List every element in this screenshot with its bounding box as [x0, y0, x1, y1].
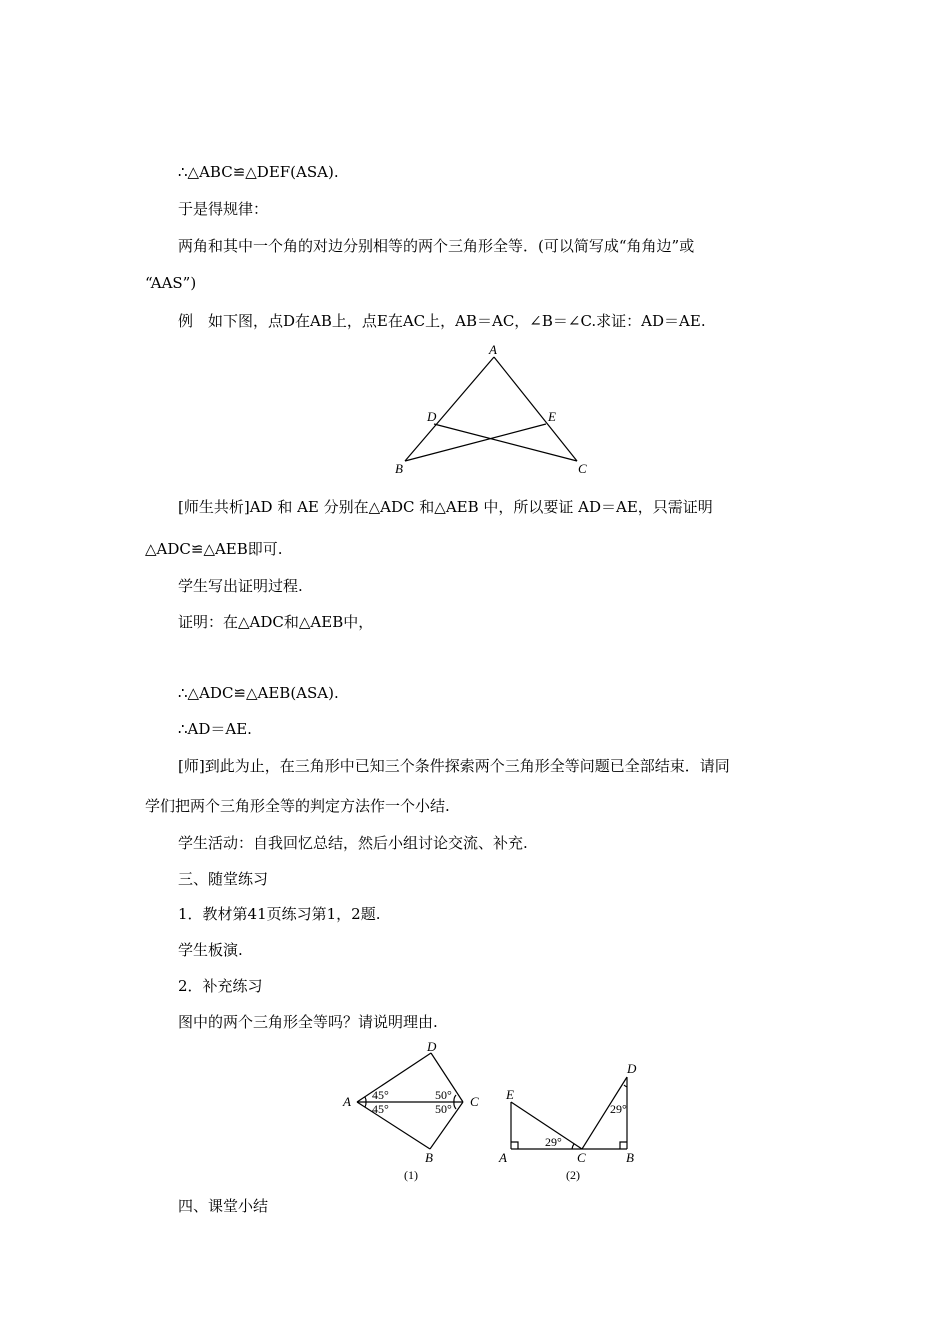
point-label-d: D: [427, 409, 437, 424]
example-statement: 例 如下图，点D在AB上，点E在AC上，AB＝AC，∠B＝∠C.求证：AD＝AE.: [178, 312, 706, 330]
proof-conclusion-equal: ∴AD＝AE.: [178, 720, 252, 738]
rule-text-line2: “AAS”): [145, 274, 197, 292]
exercise-figure-2: [495, 1055, 645, 1185]
conclusion-abc-def: ∴△ABC≌△DEF(ASA).: [178, 163, 339, 181]
ex1-caption: (1): [404, 1168, 418, 1182]
ex1-angle-bottom-left: 45°: [372, 1102, 389, 1116]
teacher-line1: [师]到此为止，在三角形中已知三个条件探索两个三角形全等问题已全部结束．请同: [178, 757, 730, 775]
analysis-line1: [师生共析]AD 和 AE 分别在△ADC 和△AEB 中，所以要证 AD＝AE，只需证明: [178, 498, 713, 516]
section-heading-practice: 三、随堂练习: [178, 870, 269, 888]
exercise-figure-1: [335, 1035, 495, 1185]
student-activity: 学生活动：自我回忆总结，然后小组讨论交流、补充.: [178, 834, 528, 852]
proof-conclusion-congruent: ∴△ADC≌△AEB(ASA).: [178, 684, 339, 702]
student-board-work: 学生板演.: [178, 941, 243, 959]
ex2-point-c: C: [577, 1150, 586, 1165]
ex2-angle-c: 29°: [545, 1135, 562, 1149]
practice-question: 图中的两个三角形全等吗？请说明理由.: [178, 1013, 438, 1031]
student-proof-note: 学生写出证明过程.: [178, 577, 303, 595]
ex2-point-e: E: [506, 1087, 514, 1102]
ex1-angle-top-left: 45°: [372, 1088, 389, 1102]
point-label-e: E: [548, 409, 556, 424]
ex1-point-c: C: [470, 1094, 479, 1109]
point-label-c: C: [578, 461, 587, 476]
ex2-angle-d: 29°: [610, 1102, 627, 1116]
rule-intro: 于是得规律：: [178, 200, 269, 218]
ex1-point-d: D: [427, 1039, 437, 1054]
practice-item-2: 2．补充练习: [178, 977, 263, 995]
analysis-line2: △ADC≌△AEB即可.: [145, 540, 283, 558]
ex1-angle-top-right: 50°: [435, 1088, 452, 1102]
ex2-point-a: A: [499, 1150, 507, 1165]
ex2-point-d: D: [627, 1061, 637, 1076]
example-figure: [390, 340, 595, 480]
teacher-line2: 学们把两个三角形全等的判定方法作一个小结.: [145, 797, 450, 815]
ex1-point-a: A: [343, 1094, 351, 1109]
practice-item-1: 1．教材第41页练习第1，2题.: [178, 905, 381, 923]
proof-start: 证明：在△ADC和△AEB中，: [178, 613, 374, 631]
point-label-b: B: [395, 461, 403, 476]
rule-text-line1: 两角和其中一个角的对边分别相等的两个三角形全等．(可以简写成“角角边”或: [178, 237, 695, 255]
section-heading-summary: 四、课堂小结: [178, 1197, 269, 1215]
ex1-angle-bottom-right: 50°: [435, 1102, 452, 1116]
ex2-point-b: B: [626, 1150, 634, 1165]
point-label-a: A: [489, 342, 497, 357]
ex2-caption: (2): [566, 1168, 580, 1182]
ex1-point-b: B: [425, 1150, 433, 1165]
